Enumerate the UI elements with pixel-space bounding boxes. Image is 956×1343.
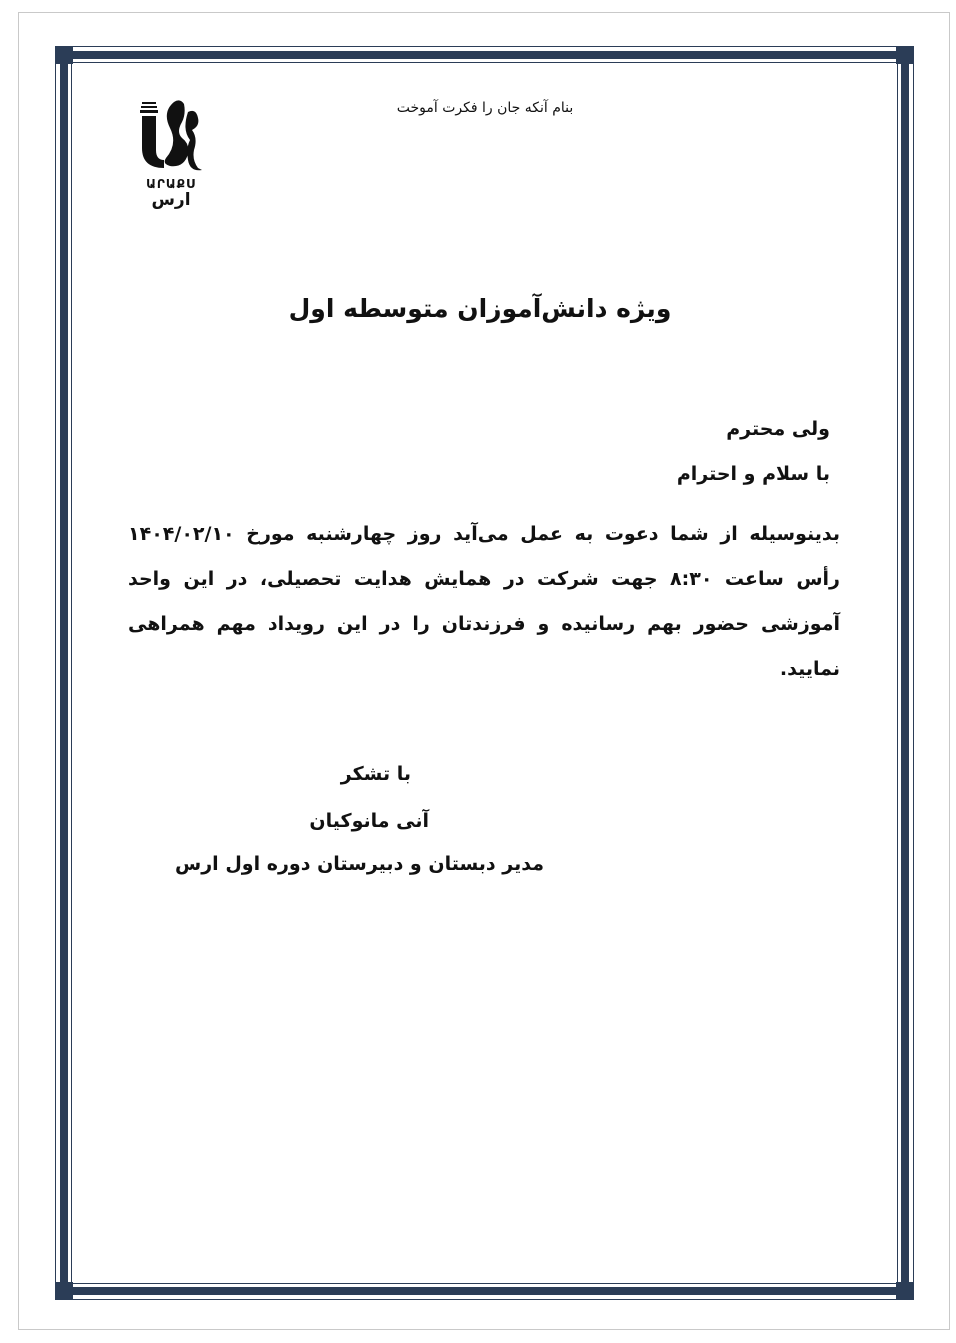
signature-role: مدیر دبستان و دبیرستان دوره اول ارس [175, 853, 544, 875]
letter-title: ویژه دانش‌آموزان متوسطه اول [288, 294, 672, 323]
logo-latin-text: ԱՐԱՔՍ [146, 177, 196, 191]
signature-name: آنی مانوکیان [309, 810, 429, 832]
greeting-addressee: ولی محترم [726, 418, 830, 440]
greeting-regards: با سلام و احترام [676, 463, 830, 485]
header-verse: بنام آنکه جان را فکرت آموخت [396, 100, 574, 116]
signature-thanks: با تشکر [340, 763, 411, 785]
logo-persian-text: ارس [151, 190, 191, 210]
invitation-paragraph: بدینوسیله از شما دعوت به عمل می‌آید روز چهارشنبه مورخ ۱۴۰۴/۰۲/۱۰ رأس ساعت ۸:۳۰ جهت شرکت در همایش هدایت تحصیلی، در این واحد آموزشی حضور بهم رسانیده و فرزندتان را در این رویداد مهم همراهی نمایید. [128, 523, 840, 680]
